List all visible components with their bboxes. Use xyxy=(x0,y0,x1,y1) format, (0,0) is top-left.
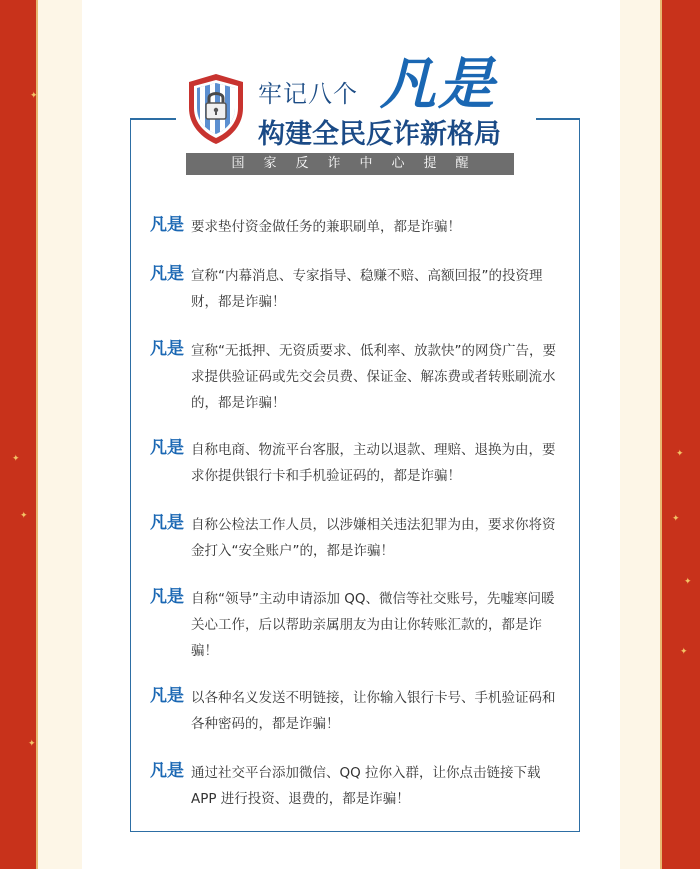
item-label: 凡是 xyxy=(150,587,184,607)
title-line1: 牢记八个 xyxy=(258,80,358,108)
title-line2: 构建全民反诈新格局 xyxy=(258,119,501,150)
sparkle-decoration: ✦ xyxy=(30,91,38,101)
item-label: 凡是 xyxy=(150,761,184,781)
item-text: 通过社交平台添加微信、QQ 拉你入群，让你点击链接下载 APP 进行投资、退费的，都是诈骗！ xyxy=(191,765,541,807)
sparkle-decoration: ✦ xyxy=(12,454,20,464)
right-cream-band xyxy=(620,0,662,869)
sparkle-decoration: ✦ xyxy=(684,577,692,587)
sparkle-decoration: ✦ xyxy=(676,449,684,459)
item-label: 凡是 xyxy=(150,513,184,533)
item-text: 自称电商、物流平台客服，主动以退款、理赔、退换为由，要求你提供银行卡和手机验证码的，都是诈骗！ xyxy=(191,442,556,484)
sparkle-decoration: ✦ xyxy=(672,514,680,524)
sparkle-decoration: ✦ xyxy=(20,511,28,521)
item-text: 宣称“内幕消息、专家指导、稳赚不赔、高额回报”的投资理财，都是诈骗！ xyxy=(191,268,543,310)
ribbon-banner: 国家反诈中心提醒 xyxy=(186,153,514,175)
item-label: 凡是 xyxy=(150,438,184,458)
item-text: 要求垫付资金做任务的兼职刷单，都是诈骗！ xyxy=(191,219,461,235)
shield-lock-icon xyxy=(186,72,246,146)
item-label: 凡是 xyxy=(150,339,184,359)
gold-line xyxy=(36,0,38,869)
sparkle-decoration: ✦ xyxy=(28,739,36,749)
item-label: 凡是 xyxy=(150,686,184,706)
frame-top-left xyxy=(130,118,176,120)
left-cream-band xyxy=(36,0,82,869)
sparkle-decoration: ✦ xyxy=(680,647,688,657)
item-text: 自称“领导”主动申请添加 QQ、微信等社交账号，先嘘寒问暖关心工作，后以帮助亲属朋友为由让你转账汇款的，都是诈骗！ xyxy=(191,591,555,659)
item-text: 自称公检法工作人员，以涉嫌相关违法犯罪为由，要求你将资金打入“安全账户”的，都是诈骗！ xyxy=(191,517,556,559)
title-big: 凡是 xyxy=(380,51,496,117)
item-label: 凡是 xyxy=(150,264,184,284)
item-label: 凡是 xyxy=(150,215,184,235)
item-text: 以各种名义发送不明链接，让你输入银行卡号、手机验证码和各种密码的，都是诈骗！ xyxy=(191,690,556,732)
gold-line xyxy=(660,0,662,869)
frame-top-right xyxy=(536,118,580,120)
item-text: 宣称“无抵押、无资质要求、低利率、放款快”的网贷广告，要求提供验证码或先交会员费、保证金、解冻费或者转账刷流水的，都是诈骗！ xyxy=(191,343,556,411)
